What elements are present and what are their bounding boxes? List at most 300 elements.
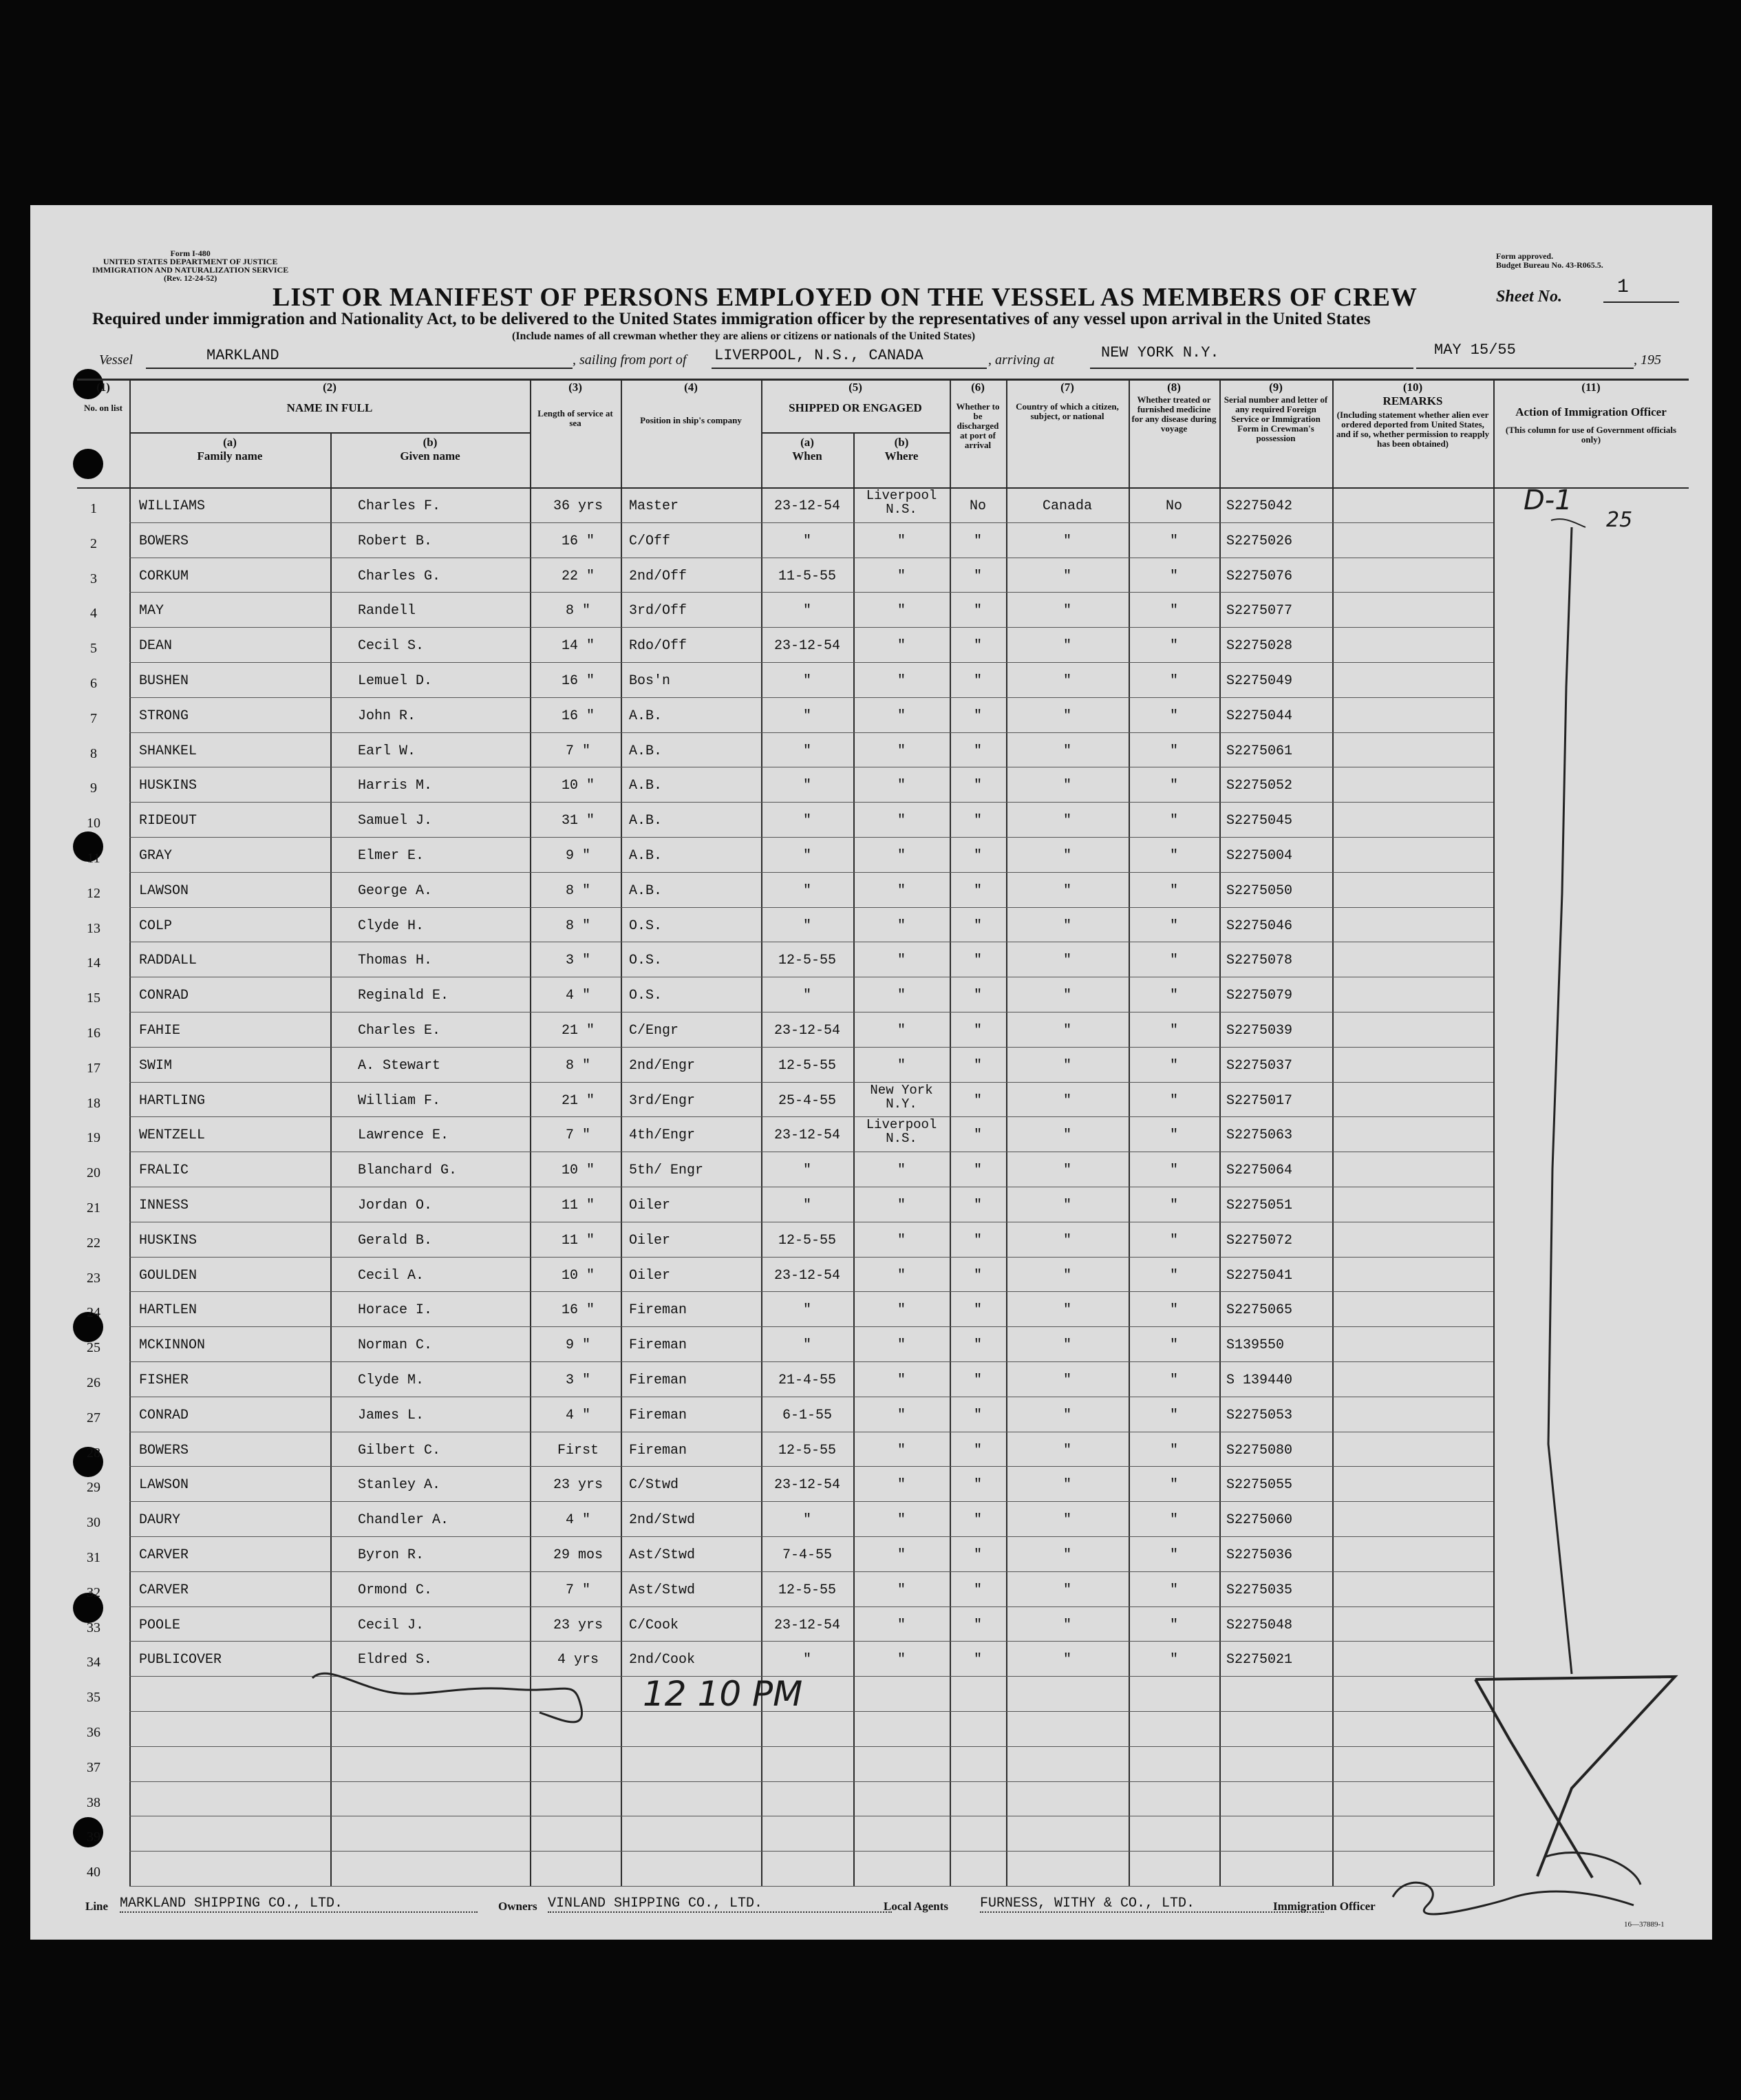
given-name: Charles F. [358, 498, 441, 514]
shipped-when: 23-12-54 [773, 1267, 840, 1284]
treated: " [1169, 848, 1178, 864]
treated: " [1169, 1023, 1178, 1039]
column-header-c2-num: (2) [323, 381, 337, 394]
serial-number: S2275028 [1226, 638, 1293, 655]
discharged: " [973, 778, 982, 794]
country: " [1062, 778, 1071, 794]
given-name: Cecil S. [358, 638, 425, 655]
service-length: 21 " [561, 1092, 595, 1109]
family-name: CARVER [139, 1547, 189, 1563]
given-name: John R. [358, 708, 416, 724]
column-header-c2b-text: Given name [400, 449, 460, 463]
service-length: 8 " [565, 882, 590, 899]
treated: " [1169, 778, 1178, 794]
family-name: MAY [139, 603, 164, 619]
serial-number: S2275050 [1226, 882, 1293, 899]
shipped-when: 23-12-54 [773, 1127, 840, 1144]
family-name: BOWERS [139, 1442, 189, 1459]
shipped-where: " [897, 533, 906, 549]
given-name: Jordan O. [358, 1198, 433, 1213]
column-header-c7-num: (7) [1060, 381, 1074, 394]
serial-number: S2275045 [1226, 813, 1293, 829]
row-number: 20 [87, 1165, 100, 1181]
country: " [1062, 603, 1071, 619]
discharged: " [973, 1023, 982, 1039]
row-number: 15 [87, 990, 100, 1006]
row-number: 13 [87, 920, 100, 936]
discharged: " [973, 1337, 982, 1354]
country: " [1062, 533, 1071, 549]
column-header-c5b: (b) [894, 436, 909, 449]
position: 2nd/Stwd [629, 1512, 696, 1529]
family-name: RIDEOUT [139, 813, 197, 829]
row-number: 37 [87, 1759, 100, 1775]
position: Fireman [629, 1302, 687, 1319]
serial-number: S2275051 [1226, 1198, 1293, 1213]
treated: No [1165, 498, 1182, 514]
position: 3rd/Off [629, 603, 687, 619]
service-length: 8 " [565, 1057, 590, 1074]
shipped-when: 11-5-55 [778, 568, 836, 584]
position: O.S. [629, 953, 663, 969]
shipped-when: 23-12-54 [773, 498, 840, 514]
row-number: 19 [87, 1130, 100, 1146]
position: Oiler [629, 1232, 671, 1249]
column-header-c2a: (a) [223, 436, 237, 449]
column-header-c2a-text: Family name [197, 449, 263, 463]
column-header-c8-num: (8) [1167, 381, 1181, 394]
family-name: CORKUM [139, 568, 189, 584]
treated: " [1169, 1477, 1178, 1494]
country: " [1062, 1337, 1071, 1354]
country: " [1062, 848, 1071, 864]
shipped-where: " [897, 1442, 906, 1459]
row-number: 30 [87, 1515, 100, 1531]
given-name: Harris M. [358, 778, 433, 794]
treated: " [1169, 533, 1178, 549]
shipped-when: " [802, 882, 811, 899]
family-name: COLP [139, 918, 173, 934]
discharged: " [973, 988, 982, 1004]
service-length: 10 " [561, 778, 595, 794]
given-name: George A. [358, 882, 433, 899]
given-name: Gerald B. [358, 1232, 433, 1249]
row-number: 6 [90, 676, 97, 691]
column-header-c4-text: Position in ship's company [640, 415, 742, 425]
position: A.B. [629, 848, 663, 864]
shipped-when: 6-1-55 [782, 1407, 832, 1423]
shipped-when: " [802, 988, 811, 1004]
shipped-when: " [802, 1163, 811, 1179]
shipped-when: 25-4-55 [778, 1092, 836, 1109]
column-header-c1-num: (1) [96, 381, 110, 394]
discharged: " [973, 1442, 982, 1459]
check-stroke [1551, 519, 1585, 527]
shipped-where: " [897, 1337, 906, 1354]
treated: " [1169, 1652, 1178, 1668]
row-number: 38 [87, 1794, 100, 1810]
department: UNITED STATES DEPARTMENT OF JUSTICE [103, 257, 278, 266]
shipped-when: " [802, 1198, 811, 1213]
country: " [1062, 1198, 1071, 1213]
shipped-when: " [802, 743, 811, 759]
shipped-where: " [897, 1547, 906, 1563]
family-name: CONRAD [139, 1407, 189, 1423]
row-number: 36 [87, 1725, 100, 1740]
position: A.B. [629, 743, 663, 759]
serial-number: S2275080 [1226, 1442, 1293, 1459]
position: Rdo/Off [629, 638, 687, 655]
position: Fireman [629, 1372, 687, 1388]
shipped-where: " [897, 1198, 906, 1213]
shipped-when: " [802, 1512, 811, 1529]
service-length: 8 " [565, 918, 590, 934]
given-name: Lawrence E. [358, 1127, 449, 1144]
row-number: 17 [87, 1060, 100, 1076]
family-name: DAURY [139, 1512, 181, 1529]
shipped-when: " [802, 813, 811, 829]
treated: " [1169, 813, 1178, 829]
treated: " [1169, 638, 1178, 655]
discharged: " [973, 1267, 982, 1284]
manifest-sheet [30, 205, 1712, 1940]
document-subtitle: Required under immigration and Nationality Act, to be delivered to the United States immigration officer by the representatives of any vessel upon arrival in the United States [92, 310, 1371, 328]
shipped-when: 12-5-55 [778, 1442, 836, 1459]
given-name: Eldred S. [358, 1652, 433, 1668]
given-name: Ormond C. [358, 1582, 433, 1598]
service-length: 16 " [561, 673, 595, 689]
row-number: 3 [90, 571, 97, 586]
row-number: 14 [87, 955, 100, 971]
discharged: " [973, 953, 982, 969]
service-length: 4 " [565, 1407, 590, 1423]
sheet-number-value: 1 [1617, 277, 1629, 298]
given-name: Charles E. [358, 1023, 441, 1039]
serial-number: S139550 [1226, 1337, 1285, 1354]
agents-value: FURNESS, WITHY & CO., LTD. [980, 1896, 1324, 1913]
position: Oiler [629, 1267, 671, 1284]
family-name: STRONG [139, 708, 189, 724]
position: Bos'n [629, 673, 671, 689]
shipped-when: " [802, 1337, 811, 1354]
serial-number: S2275021 [1226, 1652, 1293, 1668]
family-name: LAWSON [139, 882, 189, 899]
officer-label: Immigration Officer [1273, 1900, 1376, 1913]
discharged: " [973, 603, 982, 619]
column-header-c8-text: Whether treated or furnished medicine for any disease during voyage [1131, 394, 1217, 434]
service-length: 31 " [561, 813, 595, 829]
country: " [1062, 1372, 1071, 1388]
family-name: LAWSON [139, 1477, 189, 1494]
treated: " [1169, 1512, 1178, 1529]
row-number: 4 [90, 606, 97, 622]
column-header-c3-num: (3) [568, 381, 582, 394]
family-name: DEAN [139, 638, 173, 655]
service-length: 4 " [565, 988, 590, 1004]
country: " [1062, 953, 1071, 969]
country: Canada [1042, 498, 1092, 514]
position: Fireman [629, 1442, 687, 1459]
discharged: " [973, 1512, 982, 1529]
discharged: " [973, 1617, 982, 1633]
row-number: 35 [87, 1690, 100, 1706]
row-number: 16 [87, 1026, 100, 1041]
family-name: MCKINNON [139, 1337, 206, 1354]
serial-number: S2275044 [1226, 708, 1293, 724]
position: 2nd/Cook [629, 1652, 696, 1668]
discharged: " [973, 918, 982, 934]
treated: " [1169, 1092, 1178, 1109]
shipped-when: " [802, 1652, 811, 1668]
handwritten-count: 25 [1606, 508, 1633, 532]
position: 5th/ Engr [629, 1163, 704, 1179]
country: " [1062, 1302, 1071, 1319]
service-length: 7 " [565, 743, 590, 759]
treated: " [1169, 882, 1178, 899]
shipped-when: 21-4-55 [778, 1372, 836, 1388]
signature-scrawl [312, 1673, 582, 1722]
country: " [1062, 988, 1071, 1004]
position: 4th/Engr [629, 1127, 696, 1144]
treated: " [1169, 988, 1178, 1004]
shipped-when: " [802, 708, 811, 724]
position: A.B. [629, 708, 663, 724]
row-number: 25 [87, 1340, 100, 1356]
discharged: " [973, 1477, 982, 1494]
position: O.S. [629, 918, 663, 934]
serial-number: S2275055 [1226, 1477, 1293, 1494]
position: C/Cook [629, 1617, 679, 1633]
column-header-c10-text: REMARKS [1382, 394, 1443, 407]
serial-number: S2275035 [1226, 1582, 1293, 1598]
officer-signature [1393, 1882, 1634, 1914]
column-header-c9-num: (9) [1269, 381, 1283, 394]
shipped-when: 12-5-55 [778, 1057, 836, 1074]
service-length: 4 yrs [557, 1652, 599, 1668]
shipped-where: Liverpool N.S. [866, 488, 937, 517]
serial-number: S2275042 [1226, 498, 1293, 514]
position: A.B. [629, 882, 663, 899]
shipped-when: " [802, 603, 811, 619]
shipped-when: 23-12-54 [773, 1617, 840, 1633]
year-label: , 195 [1634, 352, 1661, 368]
handwritten-action-code: D-1 [1524, 485, 1572, 516]
row-number: 11 [87, 851, 100, 866]
given-name: Clyde M. [358, 1372, 425, 1388]
shipped-when: " [802, 673, 811, 689]
country: " [1062, 1617, 1071, 1633]
sailing-label: , sailing from port of [573, 352, 687, 368]
service-length: 29 mos [553, 1547, 603, 1563]
country: " [1062, 1127, 1071, 1144]
family-name: FISHER [139, 1372, 189, 1388]
shipped-where: " [897, 1232, 906, 1249]
family-name: FRALIC [139, 1163, 189, 1179]
shipped-when: " [802, 778, 811, 794]
column-header-c5b-text: Where [884, 449, 919, 463]
vessel-label: Vessel [99, 352, 133, 368]
service-length: 36 yrs [553, 498, 603, 514]
document-title: LIST OR MANIFEST OF PERSONS EMPLOYED ON THE VESSEL AS MEMBERS OF CREW [273, 283, 1418, 312]
shipped-when: 7-4-55 [782, 1547, 832, 1563]
budget-line: Budget Bureau No. 43-R065.5. [1496, 260, 1603, 270]
agents-label: Local Agents [884, 1900, 948, 1913]
row-number: 2 [90, 535, 97, 551]
shipped-when: 23-12-54 [773, 1477, 840, 1494]
owners-value: VINLAND SHIPPING CO., LTD. [548, 1896, 892, 1913]
treated: " [1169, 1372, 1178, 1388]
print-code: 16—37889-1 [1624, 1920, 1665, 1929]
service-length: 14 " [561, 638, 595, 655]
column-header-c5-text: SHIPPED OR ENGAGED [789, 401, 922, 414]
discharged: " [973, 743, 982, 759]
treated: " [1169, 673, 1178, 689]
treated: " [1169, 1163, 1178, 1179]
family-name: BOWERS [139, 533, 189, 549]
treated: " [1169, 1547, 1178, 1563]
country: " [1062, 1442, 1071, 1459]
discharged: " [973, 568, 982, 584]
country: " [1062, 1267, 1071, 1284]
serial-number: S2275052 [1226, 778, 1293, 794]
treated: " [1169, 1407, 1178, 1423]
given-name: Lemuel D. [358, 673, 433, 689]
shipped-where: " [897, 1372, 906, 1388]
discharged: " [973, 813, 982, 829]
family-name: SHANKEL [139, 743, 197, 759]
discharged: No [969, 498, 986, 514]
serial-number: S2275077 [1226, 603, 1293, 619]
shipped-when: 12-5-55 [778, 953, 836, 969]
row-number: 22 [87, 1235, 100, 1251]
serial-number: S2275017 [1226, 1092, 1293, 1109]
shipped-where: " [897, 1477, 906, 1494]
serial-number: S2275046 [1226, 918, 1293, 934]
serial-number: S2275064 [1226, 1163, 1293, 1179]
treated: " [1169, 1582, 1178, 1598]
family-name: WENTZELL [139, 1127, 206, 1144]
column-header-c5a-text: When [792, 449, 822, 463]
serial-number: S2275053 [1226, 1407, 1293, 1423]
discharged: " [973, 1302, 982, 1319]
shipped-where: " [897, 848, 906, 864]
service-length: 10 " [561, 1267, 595, 1284]
column-header-c11-note: (This column for use of Government officials only) [1505, 425, 1677, 445]
shipped-when: " [802, 848, 811, 864]
departure-port: LIVERPOOL, N.S., CANADA [714, 347, 923, 364]
shipped-where: " [897, 1652, 906, 1668]
position: A.B. [629, 778, 663, 794]
discharged: " [973, 638, 982, 655]
line-value: MARKLAND SHIPPING CO., LTD. [120, 1896, 478, 1913]
country: " [1062, 918, 1071, 934]
service-length: 3 " [565, 953, 590, 969]
discharged: " [973, 1057, 982, 1074]
given-name: Samuel J. [358, 813, 433, 829]
include-note: (Include names of all crewman whether they are aliens or citizens or nationals of the United States) [512, 330, 976, 342]
treated: " [1169, 918, 1178, 934]
family-name: WILLIAMS [139, 498, 206, 514]
given-name: Norman C. [358, 1337, 433, 1354]
treated: " [1169, 603, 1178, 619]
treated: " [1169, 1198, 1178, 1213]
given-name: William F. [358, 1092, 441, 1109]
service-length: 3 " [565, 1372, 590, 1388]
treated: " [1169, 1232, 1178, 1249]
given-name: Elmer E. [358, 848, 425, 864]
shipped-where: " [897, 1617, 906, 1633]
family-name: HUSKINS [139, 1232, 197, 1249]
service: IMMIGRATION AND NATURALIZATION SERVICE [92, 265, 289, 275]
shipped-where: " [897, 1302, 906, 1319]
given-name: Clyde H. [358, 918, 425, 934]
position: 3rd/Engr [629, 1092, 696, 1109]
vertical-bracket-line [1548, 527, 1572, 1674]
column-header-c9-text: Serial number and letter of any required Foreign Service or Immigration Form in Crewman's possession [1224, 394, 1328, 443]
shipped-where: " [897, 603, 906, 619]
service-length: 7 " [565, 1127, 590, 1144]
country: " [1062, 1092, 1071, 1109]
service-length: 21 " [561, 1023, 595, 1039]
column-header-c11-text: Action of Immigration Officer [1515, 405, 1667, 418]
family-name: HUSKINS [139, 778, 197, 794]
shipped-where: " [897, 638, 906, 655]
row-number: 33 [87, 1620, 100, 1635]
column-header-c4-num: (4) [684, 381, 698, 394]
serial-number: S2275036 [1226, 1547, 1293, 1563]
row-number: 23 [87, 1270, 100, 1286]
given-name: Gilbert C. [358, 1442, 441, 1459]
family-name: SWIM [139, 1057, 173, 1074]
position: C/Off [629, 533, 671, 549]
shipped-when: 23-12-54 [773, 1023, 840, 1039]
row-number: 5 [90, 641, 97, 657]
service-length: 11 " [561, 1232, 595, 1249]
handwritten-marks [30, 205, 1712, 1940]
row-number: 39 [87, 1829, 100, 1845]
treated: " [1169, 568, 1178, 584]
column-header-c11-num: (11) [1581, 381, 1601, 394]
form-number: Form I-480 [170, 248, 211, 258]
discharged: " [973, 1232, 982, 1249]
discharged: " [973, 1163, 982, 1179]
given-name: Randell [358, 603, 416, 619]
shipped-where: " [897, 813, 906, 829]
treated: " [1169, 1267, 1178, 1284]
column-header-c2b: (b) [423, 436, 438, 449]
country: " [1062, 708, 1071, 724]
treated: " [1169, 1302, 1178, 1319]
family-name: FAHIE [139, 1023, 181, 1039]
column-header-c5a: (a) [800, 436, 814, 449]
given-name: Thomas H. [358, 953, 433, 969]
given-name: Reginald E. [358, 988, 449, 1004]
serial-number: S2275063 [1226, 1127, 1293, 1144]
position: C/Stwd [629, 1477, 679, 1494]
position: 2nd/Engr [629, 1057, 696, 1074]
row-number: 12 [87, 885, 100, 901]
position: Fireman [629, 1337, 687, 1354]
serial-number: S 139440 [1226, 1372, 1293, 1388]
treated: " [1169, 743, 1178, 759]
serial-number: S2275060 [1226, 1512, 1293, 1529]
country: " [1062, 1582, 1071, 1598]
column-header-c6-num: (6) [971, 381, 985, 394]
shipped-when: " [802, 1302, 811, 1319]
country: " [1062, 638, 1071, 655]
serial-number: S2275041 [1226, 1267, 1293, 1284]
treated: " [1169, 1337, 1178, 1354]
